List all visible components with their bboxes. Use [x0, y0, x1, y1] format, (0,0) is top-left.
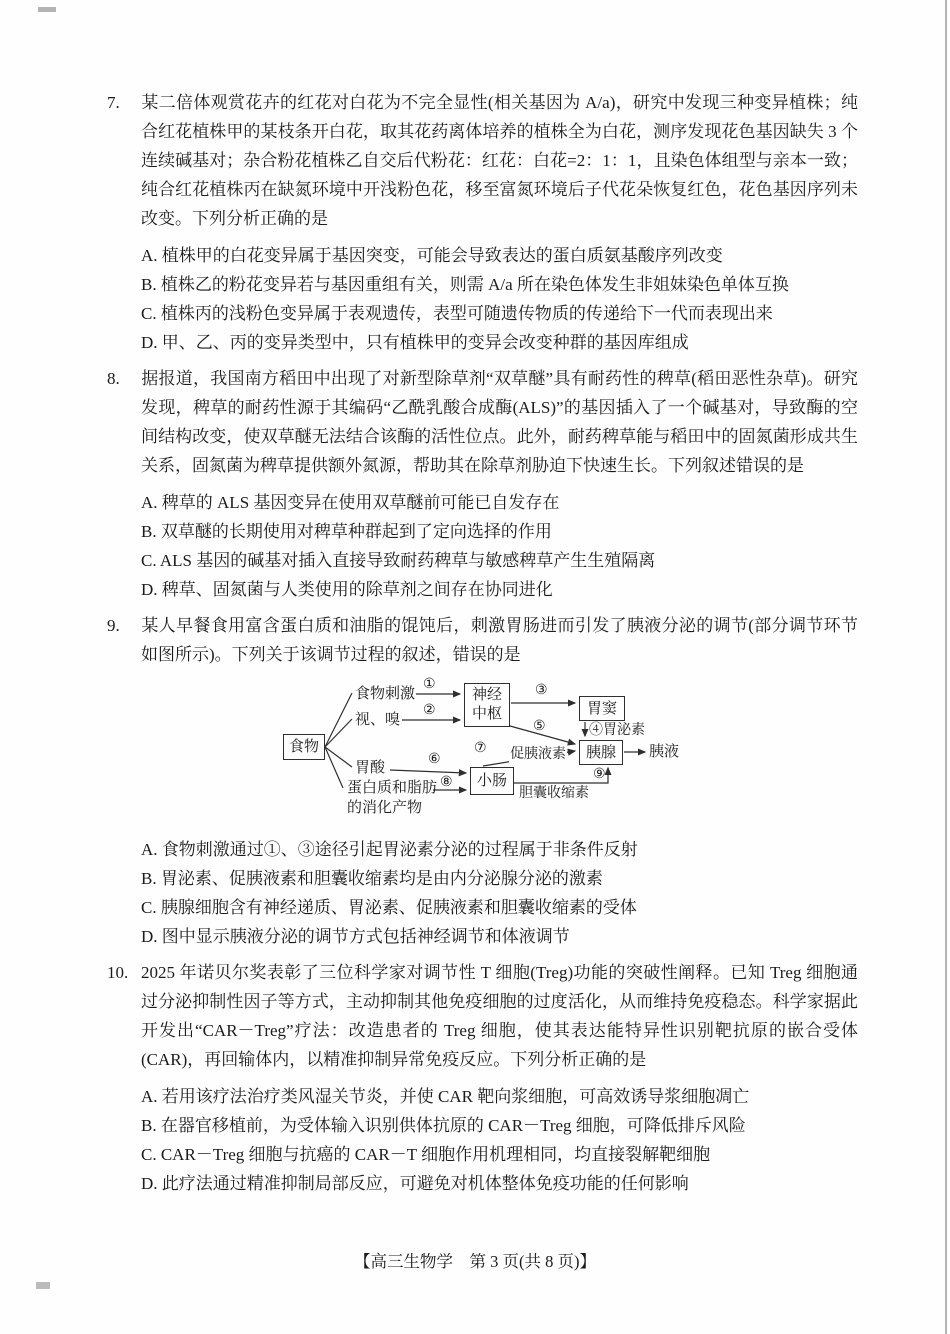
nerve-center-box: 神经中枢: [464, 683, 510, 727]
question-8-option-a: A. 稗草的 ALS 基因变异在使用双草醚前可能已自发存在: [141, 493, 560, 512]
question-7-options: [0, 241, 950, 357]
question-8-options: [0, 488, 950, 604]
question-7-option-c: C. 植株丙的浅粉色变异属于表观遗传，表型可随遗传物质的传递给下一代而表现出来: [141, 304, 773, 323]
question-9-options: [0, 835, 950, 951]
small-intestine-box: 小肠: [470, 767, 514, 795]
questions-area: [0, 88, 950, 1205]
question-7-option-d: D. 甲、乙、丙的变异类型中，只有植株甲的变异会改变种群的基因库组成: [141, 333, 689, 352]
pancreatic-juice-label: 胰液: [649, 744, 680, 760]
gastrin-label: ④胃泌素: [589, 723, 645, 738]
gastric-acid-label: 胃酸: [355, 760, 386, 776]
circled-9: ⑨: [593, 767, 606, 782]
question-9: [0, 611, 950, 951]
food-box: 食物: [283, 734, 325, 760]
question-10-option-b: B. 在器官移植前，为受体输入识别供体抗原的 CAR－Treg 细胞，可降低排斥风险: [141, 1116, 746, 1135]
question-8: [0, 364, 950, 604]
question-10-text: 2025 年诺贝尔奖表彰了三位科学家对调节性 T 细胞(Treg)功能的突破性阐释。已知 Treg 细胞通过分泌抑制性因子等方式，主动抑制其他免疫细胞的过度活化，从而维持免疫稳态。科学家据此开发出“CAR－Treg”疗法：改造患者的 Treg 细胞，使其表达能特异性识别靶抗原的嵌合受体(CAR)，再回输体内，以精准抑制异常免疫反应。下列分析正确的是: [141, 963, 858, 1069]
question-9-text: 某人早餐食用富含蛋白质和油脂的馄饨后，刺激胃肠进而引发了胰液分泌的调节(部分调节环节如图所示)。下列关于该调节过程的叙述，错误的是: [141, 616, 858, 664]
question-9-option-c: C. 胰腺细胞含有神经递质、胃泌素、促胰液素和胆囊收缩素的受体: [141, 898, 637, 917]
question-10-option-d: D. 此疗法通过精准抑制局部反应，可避免对机体整体免疫功能的任何影响: [141, 1174, 689, 1193]
question-9-option-b: B. 胃泌素、促胰液素和胆囊收缩素均是由内分泌腺分泌的激素: [141, 869, 603, 888]
question-8-number: 8.: [107, 369, 120, 388]
pancreas-box: 胰腺: [579, 740, 623, 765]
question-9-option-a: A. 食物刺激通过①、③途径引起胃泌素分泌的过程属于非条件反射: [141, 840, 638, 859]
scan-artifact-top-left: [38, 7, 56, 12]
cholecystokinin-label: 胆囊收缩素: [519, 786, 589, 801]
question-7-number: 7.: [107, 93, 120, 112]
question-8-text: 据报道，我国南方稻田中出现了对新型除草剂“双草醚”具有耐药性的稗草(稻田恶性杂草)。研究发现，稗草的耐药性源于其编码“乙酰乳酸合成酶(ALS)”的基因插入了一个碱基对，导致酶的空间结构改变，使双草醚无法结合该酶的活性位点。此外，耐药稗草能与稻田中的固氮菌形成共生关系，固氮菌为稗草提供额外氮源，帮助其在除草剂胁迫下快速生长。下列叙述错误的是: [141, 369, 858, 475]
question-7-option-a: A. 植株甲的白花变异属于基因突变，可能会导致表达的蛋白质氨基酸序列改变: [141, 246, 723, 265]
question-10-option-c: C. CAR－Treg 细胞与抗癌的 CAR－T 细胞作用机理相同，均直接裂解靶细胞: [141, 1145, 711, 1164]
question-10-stem: [0, 958, 950, 1074]
circled-2: ②: [423, 703, 436, 718]
digestion-products-label-line2: 的消化产物: [347, 800, 423, 816]
digestion-products-label-line1: 蛋白质和脂肪: [347, 780, 438, 796]
question-9-stem: [0, 611, 950, 669]
secretin-label: 促胰液素: [510, 747, 566, 762]
question-10-number: 10.: [107, 963, 129, 982]
question-10: [0, 958, 950, 1198]
question-10-option-a: A. 若用该疗法治疗类风湿关节炎，并使 CAR 靶向浆细胞，可高效诱导浆细胞凋亡: [141, 1087, 750, 1106]
circled-1: ①: [423, 677, 436, 692]
question-9-number: 9.: [107, 616, 120, 635]
circled-6: ⑥: [428, 752, 441, 767]
sight-smell-label: 视、嗅: [355, 712, 401, 728]
question-7-stem: [0, 88, 950, 233]
question-7: [0, 88, 950, 357]
question-8-stem: [0, 364, 950, 480]
question-8-option-b: B. 双草醚的长期使用对稗草种群起到了定向选择的作用: [141, 522, 552, 541]
question-8-option-d: D. 稗草、固氮菌与人类使用的除草剂之间存在协同进化: [141, 580, 553, 599]
food-stimulus-label: 食物刺激: [355, 686, 416, 702]
circled-5: ⑤: [533, 719, 546, 734]
circled-3: ③: [535, 683, 548, 698]
question-10-options: [0, 1082, 950, 1198]
question-7-text: 某二倍体观赏花卉的红花对白花为不完全显性(相关基因为 A/a)，研究中发现三种变异植株；纯合红花植株甲的某枝条开白花，取其花药离体培养的植株全为白花，测序发现花色基因缺失 3 个连续碱基对；杂合粉花植株乙自交后代粉花：红花：白花=2：1：1，且染色体组型与亲本一致；纯合红花植株丙在缺氮环境中开浅粉色花，移至富氮环境后子代花朵恢复红色，花色基因序列未改变。下列分析正确的是: [141, 93, 858, 228]
circled-7: ⑦: [474, 741, 487, 756]
gastric-antrum-box: 胃窦: [579, 696, 625, 721]
question-8-option-c: C. ALS 基因的碱基对插入直接导致耐药稗草与敏感稗草产生生殖隔离: [141, 551, 656, 570]
pancreatic-secretion-diagram: [283, 677, 723, 829]
scan-artifact-right-edge: [945, 0, 947, 1334]
page-footer: 【高三生物学 第 3 页(共 8 页)】: [354, 1252, 596, 1271]
circled-8: ⑧: [440, 775, 453, 790]
question-9-option-d: D. 图中显示胰液分泌的调节方式包括神经调节和体液调节: [141, 927, 570, 946]
scan-artifact-bottom-left: [36, 1282, 50, 1289]
question-7-option-b: B. 植株乙的粉花变异若与基因重组有关，则需 A/a 所在染色体发生非姐妹染色单体互换: [141, 275, 789, 294]
